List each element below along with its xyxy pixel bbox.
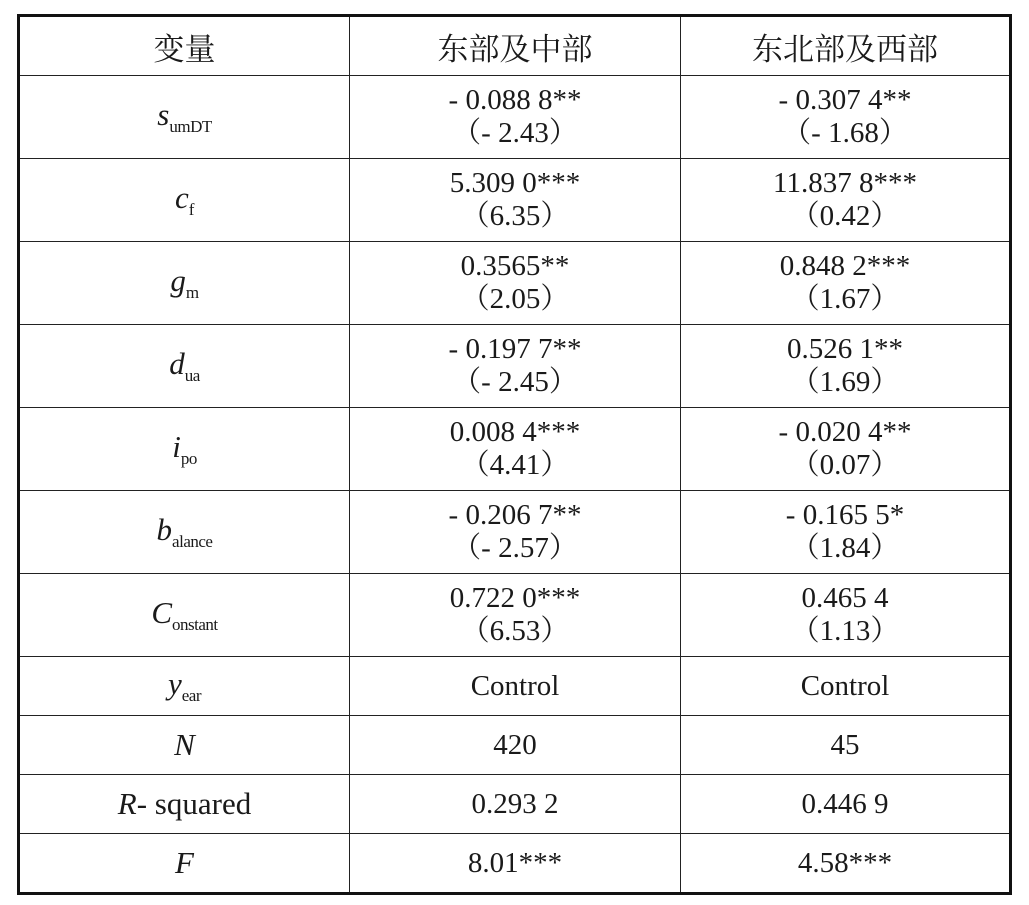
table-row — [19, 325, 1011, 408]
variable-cell — [19, 491, 350, 574]
var-sub: po — [180, 449, 197, 468]
table-row — [19, 76, 1011, 159]
group2-cell — [681, 159, 1011, 242]
group2-cell: 0.446 9 — [681, 775, 1011, 834]
coef: 0.3565** — [460, 250, 570, 282]
variable-cell — [19, 408, 350, 491]
coef: - 0.088 8** — [448, 84, 582, 116]
t-stat: （0.07） — [790, 449, 900, 481]
var-sub: ua — [184, 366, 200, 385]
header-variable: 变量 — [19, 16, 350, 76]
t-stat: （- 2.43） — [452, 117, 578, 149]
t-stat: （6.35） — [460, 200, 570, 232]
group1-cell: 0.293 2 — [350, 775, 681, 834]
t-stat: （4.41） — [460, 449, 570, 481]
coef: - 0.307 4** — [778, 84, 912, 116]
group2-cell: 45 — [681, 716, 1011, 775]
coef: 5.309 0*** — [449, 167, 581, 199]
coef: - 0.165 5* — [785, 499, 905, 531]
header-group1: 东部及中部 — [350, 16, 681, 76]
group2-cell — [681, 76, 1011, 159]
table-row — [19, 242, 1011, 325]
t-stat: （0.42） — [790, 200, 900, 232]
group2-cell — [681, 242, 1011, 325]
t-stat: （1.84） — [790, 532, 900, 564]
r-squared-row — [19, 775, 1011, 834]
coef: - 0.206 7** — [448, 499, 582, 531]
t-stat: （- 1.68） — [782, 117, 908, 149]
table-row — [19, 408, 1011, 491]
t-stat: （1.13） — [790, 615, 900, 647]
year-row — [19, 657, 1011, 716]
coef: - 0.197 7** — [448, 333, 582, 365]
var-main: c — [175, 180, 189, 215]
group1-cell — [350, 408, 681, 491]
var-sub: umDT — [169, 117, 212, 136]
header-row — [19, 16, 1011, 76]
group1-cell: Control — [350, 657, 681, 716]
var-sub: ear — [181, 686, 202, 705]
var-main: C — [151, 595, 173, 630]
var-main: b — [156, 512, 173, 547]
group1-cell — [350, 491, 681, 574]
variable-cell — [19, 775, 350, 834]
variable-cell — [19, 574, 350, 657]
group2-cell: 4.58*** — [681, 834, 1011, 894]
variable-cell — [19, 242, 350, 325]
variable-cell: F — [19, 834, 350, 894]
group1-cell: 8.01*** — [350, 834, 681, 894]
coef: 0.465 4 — [801, 582, 889, 614]
coef: 0.526 1** — [787, 333, 903, 365]
var-sub: alance — [172, 532, 213, 551]
t-stat: （- 2.57） — [452, 532, 578, 564]
variable-cell — [19, 76, 350, 159]
group2-cell: Control — [681, 657, 1011, 716]
t-stat: （- 2.45） — [452, 366, 578, 398]
n-row — [19, 716, 1011, 775]
group2-cell — [681, 325, 1011, 408]
var-main: d — [169, 346, 185, 381]
group2-cell — [681, 491, 1011, 574]
group1-cell: 420 — [350, 716, 681, 775]
var-main: i — [172, 429, 181, 464]
variable-cell — [19, 159, 350, 242]
var-sub: f — [188, 200, 194, 219]
variable-cell: N — [19, 716, 350, 775]
var-main: y — [167, 666, 182, 701]
coef: 0.722 0*** — [449, 582, 581, 614]
var-italic: R — [117, 786, 137, 821]
var-main: g — [170, 263, 186, 298]
t-stat: （2.05） — [460, 283, 570, 315]
coef: 11.837 8*** — [773, 167, 917, 199]
t-stat: （1.67） — [790, 283, 900, 315]
var-sub: m — [185, 283, 199, 302]
variable-cell — [19, 657, 350, 716]
group1-cell — [350, 242, 681, 325]
group1-cell — [350, 325, 681, 408]
coef: 0.848 2*** — [779, 250, 911, 282]
group2-cell — [681, 574, 1011, 657]
variable-cell — [19, 325, 350, 408]
table-row — [19, 491, 1011, 574]
group1-cell — [350, 76, 681, 159]
group1-cell — [350, 574, 681, 657]
regression-table — [17, 14, 1012, 895]
group1-cell — [350, 159, 681, 242]
f-row — [19, 834, 1011, 894]
coef: 0.008 4*** — [449, 416, 581, 448]
t-stat: （1.69） — [790, 366, 900, 398]
var-rest: - squared — [136, 786, 252, 821]
table-row — [19, 574, 1011, 657]
header-group2: 东北部及西部 — [681, 16, 1011, 76]
var-main: s — [157, 97, 170, 132]
var-sub: onstant — [172, 615, 218, 634]
coef: - 0.020 4** — [778, 416, 912, 448]
table-row — [19, 159, 1011, 242]
group2-cell — [681, 408, 1011, 491]
t-stat: （6.53） — [460, 615, 570, 647]
